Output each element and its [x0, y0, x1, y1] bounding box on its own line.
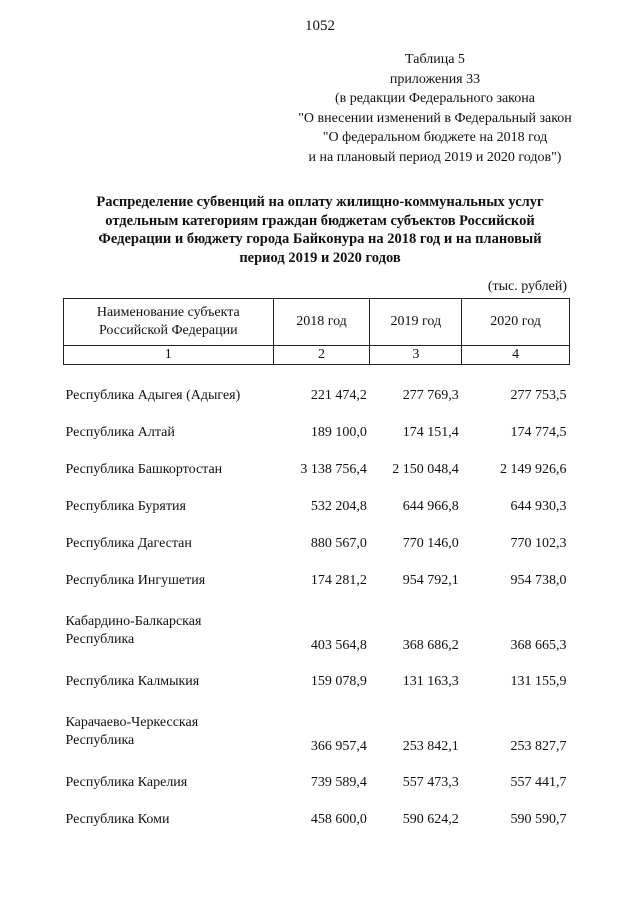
value-2018: 3 138 756,4 — [300, 461, 367, 477]
value-2020: 368 665,3 — [510, 638, 567, 653]
units-label: (тыс. рублей) — [487, 279, 567, 294]
value-2018: 458 600,0 — [310, 811, 367, 827]
value-2020: 253 827,7 — [510, 739, 567, 754]
table-row — [64, 377, 570, 414]
value-2019: 954 792,1 — [402, 572, 459, 588]
value-2020: 174 774,5 — [510, 424, 567, 440]
value-2018: 159 078,9 — [310, 673, 367, 689]
table-row — [64, 700, 570, 764]
col-number: 2 — [273, 346, 370, 365]
value-2019: 557 473,3 — [402, 774, 459, 790]
table-row — [64, 525, 570, 562]
header-2020: 2020 год — [462, 299, 570, 346]
value-2019: 590 624,2 — [402, 811, 459, 827]
appendix-line: (в редакции Федерального закона — [335, 91, 535, 106]
appendix-line: Таблица 5 — [405, 52, 465, 67]
col-number: 4 — [462, 346, 570, 365]
appendix-reference — [250, 50, 620, 167]
page-number: 1052 — [305, 18, 335, 34]
table-row — [64, 764, 570, 801]
col-number: 3 — [370, 346, 462, 365]
table-row — [64, 663, 570, 700]
header-2018: 2018 год — [273, 299, 370, 346]
appendix-line: "О внесении изменений в Федеральный закон — [298, 110, 572, 126]
title-line: Распределение субвенций на оплату жилищно-коммунальных услуг — [96, 194, 544, 210]
region-name: Республика Карелия — [65, 774, 188, 790]
region-name: Республика Калмыкия — [65, 673, 200, 689]
region-name — [64, 599, 274, 663]
table-row — [64, 562, 570, 599]
value-2018: 221 474,2 — [310, 387, 367, 403]
value-2018: 532 204,8 — [310, 498, 367, 514]
value-2018: 366 957,4 — [310, 739, 367, 754]
appendix-line: и на плановый период 2019 и 2020 годов") — [308, 149, 562, 165]
value-2020: 590 590,7 — [510, 811, 567, 827]
value-2019: 368 686,2 — [402, 638, 459, 653]
value-2018: 403 564,8 — [310, 638, 367, 653]
title-line: период 2019 и 2020 годов — [239, 249, 401, 266]
region-name: Республика Алтай — [65, 424, 175, 440]
value-2020: 277 753,5 — [510, 387, 567, 403]
value-2019: 131 163,3 — [402, 673, 459, 689]
value-2020: 954 738,0 — [510, 572, 567, 588]
value-2019: 770 146,0 — [402, 535, 459, 551]
region-name: Республика Бурятия — [65, 498, 186, 514]
region-name-line: Карачаево-Черкесская — [65, 715, 199, 730]
table-row — [64, 599, 570, 663]
value-2019: 174 151,4 — [402, 424, 459, 440]
region-name: Республика Коми — [65, 811, 170, 827]
value-2020: 131 155,9 — [510, 673, 567, 689]
region-name-line: Республика — [65, 632, 135, 647]
table-row — [64, 801, 570, 838]
region-name-line: Республика — [65, 733, 135, 748]
region-name-line: Кабардино-Балкарская — [65, 614, 202, 629]
header-name-line: Российской Федерации — [98, 323, 238, 338]
value-2020: 644 930,3 — [510, 498, 567, 514]
region-name: Республика Башкортостан — [65, 461, 223, 477]
region-name: Республика Дагестан — [65, 535, 192, 551]
value-2018: 880 567,0 — [310, 535, 367, 551]
table-row — [64, 414, 570, 451]
value-2018: 174 281,2 — [310, 572, 367, 588]
region-name: Республика Ингушетия — [65, 572, 206, 588]
subventions-table — [63, 298, 570, 838]
document-title — [60, 193, 580, 267]
value-2018: 189 100,0 — [310, 424, 367, 440]
region-name: Республика Адыгея (Адыгея) — [65, 387, 241, 403]
title-line: отдельным категориям граждан бюджетам субъектов Российской — [105, 212, 535, 229]
value-2019: 644 966,8 — [402, 498, 459, 514]
table-row — [64, 451, 570, 488]
value-2020: 2 149 926,6 — [500, 461, 567, 477]
value-2018: 739 589,4 — [310, 774, 367, 790]
col-number: 1 — [64, 346, 274, 365]
header-2019: 2019 год — [370, 299, 462, 346]
value-2019: 253 842,1 — [402, 739, 459, 754]
value-2019: 277 769,3 — [402, 387, 459, 403]
header-name-line: Наименование субъекта — [96, 305, 240, 320]
value-2020: 770 102,3 — [510, 535, 567, 551]
appendix-line: приложения 33 — [389, 71, 481, 87]
title-line: Федерации и бюджету города Байконура на 2018 год и на плановый — [98, 231, 542, 247]
value-2019: 2 150 048,4 — [392, 461, 459, 477]
table-row — [64, 488, 570, 525]
region-name — [64, 700, 274, 764]
header-name — [64, 299, 274, 346]
appendix-line: "О федеральном бюджете на 2018 год — [322, 130, 548, 145]
value-2020: 557 441,7 — [510, 774, 567, 790]
